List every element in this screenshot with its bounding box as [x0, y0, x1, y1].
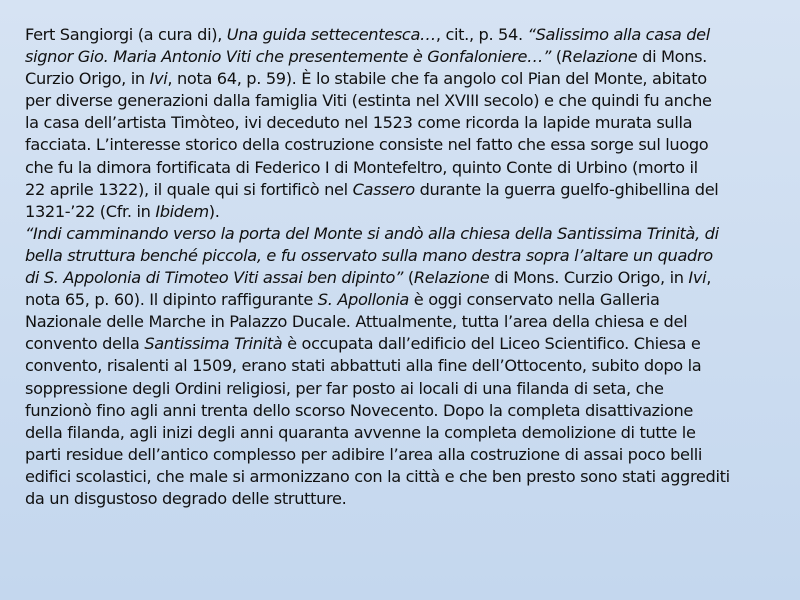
text-line: [25, 466, 765, 488]
text-segment: di Mons. Curzio Origo, in: [489, 268, 689, 288]
text-line: [25, 112, 765, 134]
text-segment: parti residue dell’antico complesso per adibire l’area alla costruzione di assai poco belli: [25, 444, 703, 464]
text-line: [25, 68, 765, 90]
italic-text-segment: Relazione: [561, 47, 638, 67]
italic-text-segment: “Salissimo alla casa del: [527, 25, 710, 44]
italic-text-segment: S. Apollonia: [317, 290, 409, 310]
text-segment: che fu la dimora fortificata di Federico I di Montefeltro, quinto Conte di Urbino (morto il: [25, 157, 698, 177]
text-segment: ,: [706, 268, 712, 288]
text-segment: convento, risalenti al 1509, erano stati abbattuti alla fine dell’Ottocento, subito dopo la: [25, 356, 702, 376]
text-line: [25, 179, 765, 201]
text-line: [25, 289, 765, 311]
text-segment: Fert Sangiorgi (a cura di),: [25, 25, 227, 44]
italic-text-segment: bella struttura benché piccola, e fu osservato sulla mano destra sopra l’altare un quadro: [25, 245, 713, 265]
text-segment: nota 65, p. 60). Il dipinto raffigurante: [25, 290, 318, 310]
text-segment: Nazionale delle Marche in Palazzo Ducale. Attualmente, tutta l’area della chiesa e del: [25, 312, 688, 332]
italic-text-segment: Ivi: [688, 268, 707, 288]
text-segment: per diverse generazioni dalla famiglia Viti (estinta nel XVIII secolo) e che quindi fu anche: [25, 91, 712, 111]
text-line: [25, 24, 765, 46]
text-line: [25, 311, 765, 333]
italic-text-segment: Ibidem: [155, 201, 209, 221]
text-segment: la casa dell’artista Timòteo, ivi deceduto nel 1523 come ricorda la lapide murata sulla: [25, 113, 693, 133]
text-segment: funzionò fino agli anni trenta dello scorso Novecento. Dopo la completa disattivazione: [25, 400, 694, 420]
italic-text-segment: Relazione: [413, 268, 490, 288]
italic-text-segment: Cassero: [352, 179, 415, 199]
text-segment: è occupata dall’edificio del Liceo Scientifico. Chiesa e: [282, 334, 701, 354]
italic-text-segment: Santissima Trinità: [144, 334, 283, 354]
text-segment: (: [403, 268, 414, 288]
text-line: [25, 157, 765, 179]
text-segment: è oggi conservato nella Galleria: [409, 290, 660, 310]
text-line: [25, 422, 765, 444]
text-line: [25, 46, 765, 68]
text-segment: durante la guerra guelfo-ghibellina del: [414, 179, 719, 199]
text-line: [25, 223, 765, 245]
italic-text-segment: Ivi: [149, 69, 168, 89]
text-segment: 22 aprile 1322), il quale qui si fortificò nel: [25, 179, 353, 199]
text-segment: ).: [208, 201, 220, 221]
text-line: [25, 201, 765, 223]
text-segment: (: [551, 47, 562, 67]
text-segment: 1321-’22 (Cfr. in: [25, 201, 156, 221]
body-text: [25, 24, 765, 510]
text-line: [25, 400, 765, 422]
text-line: [25, 267, 765, 289]
text-line: [25, 378, 765, 400]
text-segment: da un disgustoso degrado delle strutture.: [25, 488, 347, 508]
text-segment: della filanda, agli inizi degli anni quaranta avvenne la completa demolizione di tutte le: [25, 422, 696, 442]
text-line: [25, 90, 765, 112]
text-line: [25, 333, 765, 355]
text-segment: di Mons.: [637, 47, 707, 67]
text-line: [25, 444, 765, 466]
text-line: [25, 245, 765, 267]
text-segment: facciata. L’interesse storico della costruzione consiste nel fatto che essa sorge sul luogo: [25, 135, 709, 155]
text-line: [25, 355, 765, 377]
italic-text-segment: “Indi camminando verso la porta del Monte si andò alla chiesa della Santissima Trinità, di: [25, 223, 719, 243]
text-segment: , nota 64, p. 59). È lo stabile che fa angolo col Pian del Monte, abitato: [167, 69, 707, 89]
italic-text-segment: di S. Appolonia di Timoteo Viti assai ben dipinto”: [25, 268, 404, 288]
italic-text-segment: Una guida settecentesca…: [226, 25, 436, 44]
text-segment: soppressione degli Ordini religiosi, per far posto ai locali di una filanda di seta, che: [25, 378, 664, 398]
text-segment: edifici scolastici, che male si armonizzano con la città e che ben presto sono stati aggrediti: [25, 466, 730, 486]
text-line: [25, 488, 765, 510]
text-segment: Curzio Origo, in: [25, 69, 150, 89]
text-segment: convento della: [25, 334, 145, 354]
italic-text-segment: signor Gio. Maria Antonio Viti che presentemente è Gonfaloniere…”: [25, 47, 551, 67]
text-segment: , cit., p. 54.: [435, 25, 528, 44]
text-line: [25, 134, 765, 156]
